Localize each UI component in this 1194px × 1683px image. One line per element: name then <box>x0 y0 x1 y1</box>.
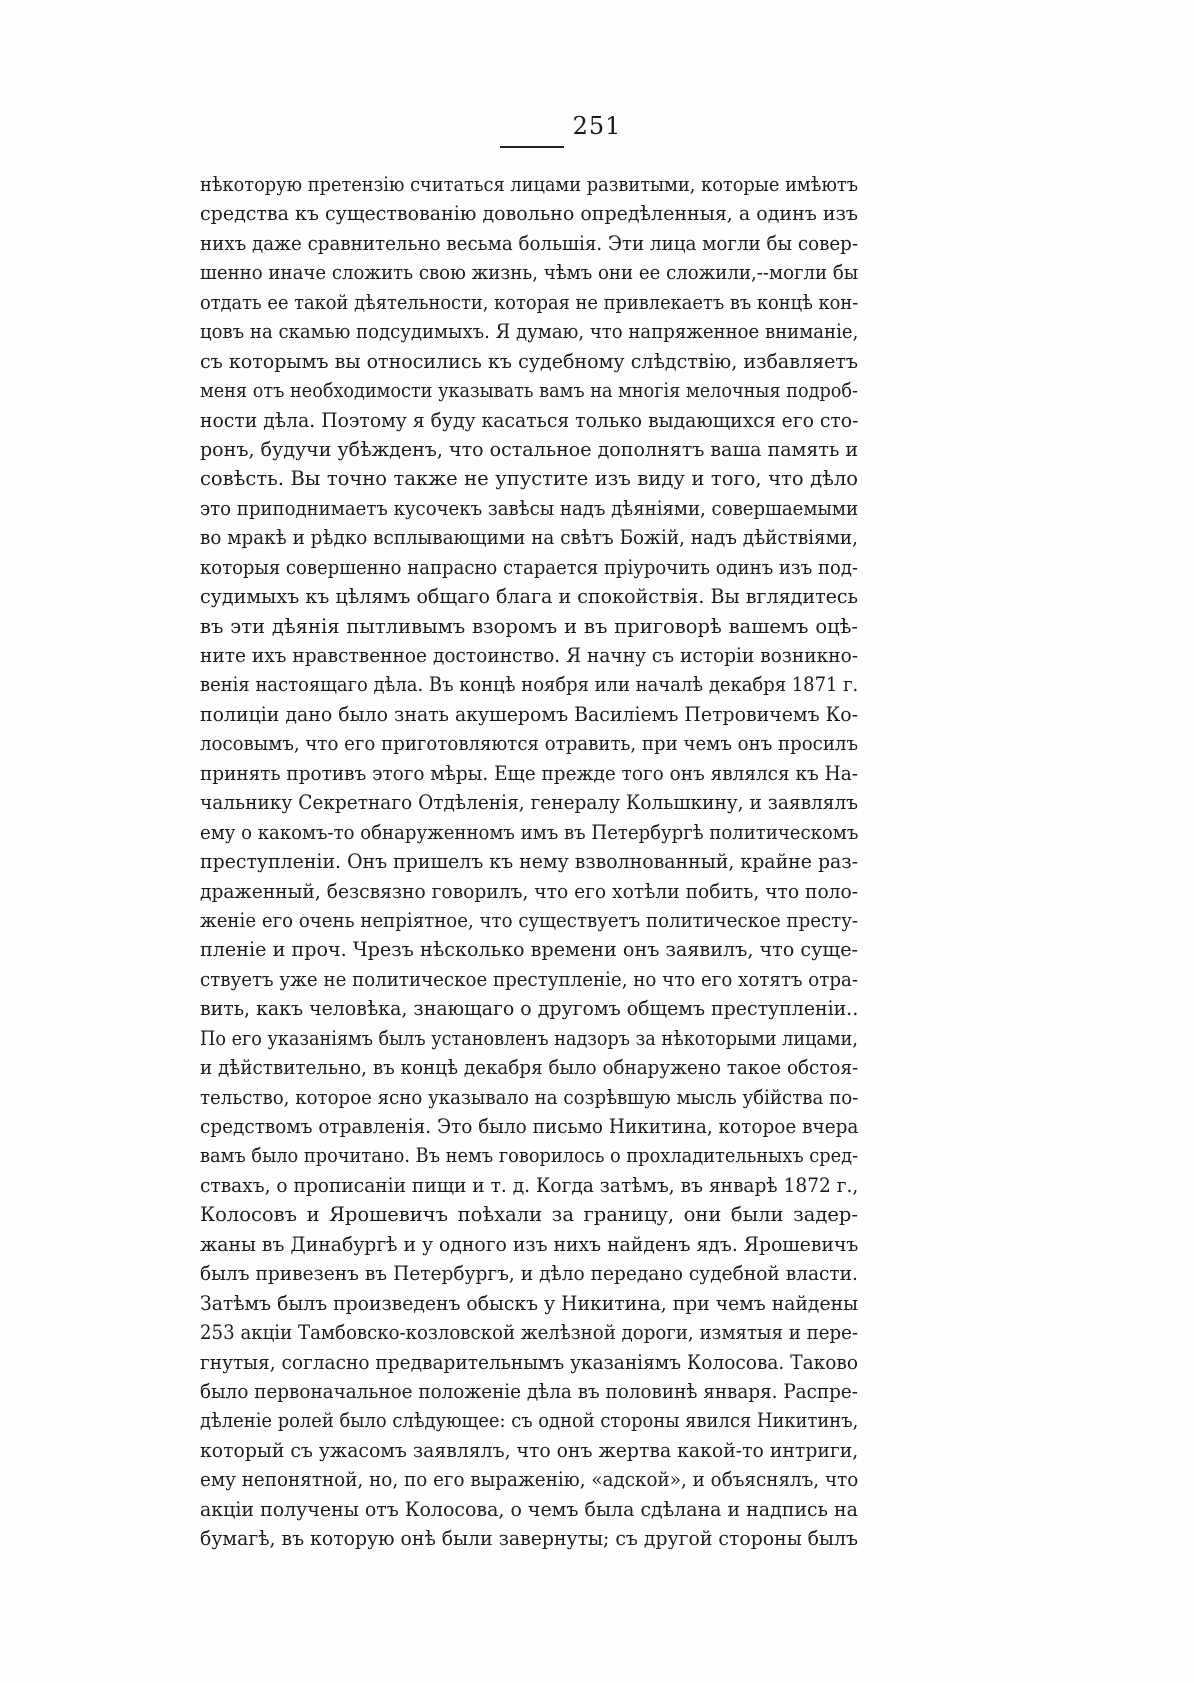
text-line: бумагѣ, въ которую онѣ были завернуты; съ другой стороны былъ <box>200 1527 858 1551</box>
page-number: 251 <box>572 112 622 140</box>
text-line: это приподнимаетъ кусочекъ завѣсы надъ дѣяніями, совершаемыми <box>200 496 859 520</box>
text-line: жаны въ Динабургѣ и у одного изъ нихъ найденъ ядъ. Ярошевичъ <box>200 1232 859 1256</box>
text-line: которыя совершенно напрасно старается пріурочить одинъ изъ под- <box>200 555 859 579</box>
body-text <box>200 170 858 1554</box>
text-line: полиціи дано было знать акушеромъ Василіемъ Петровичемъ Ко- <box>200 702 859 726</box>
text-line: принять противъ этого мѣры. Еще прежде того онъ являлся къ На- <box>200 761 858 785</box>
text-line: нихъ даже сравнительно весьма большія. Эти лица могли бы совер- <box>200 231 859 255</box>
text-line: средствомъ отравленія. Это было письмо Никитина, которое вчера <box>200 1115 859 1138</box>
text-line: ему о какомъ-то обнаруженномъ имъ въ Петербургѣ политическомъ <box>200 820 859 844</box>
text-line: ните ихъ нравственное достоинство. Я начну съ исторіи возникно- <box>200 644 859 667</box>
text-line: вамъ было прочитано. Въ немъ говорилось о прохладительныхъ сред- <box>200 1144 859 1168</box>
text-line: который съ ужасомъ заявлялъ, что онъ жертва какой-то интриги, <box>200 1438 859 1462</box>
text-line: былъ привезенъ въ Петербургъ, и дѣло передано судебной власти. <box>200 1262 858 1286</box>
text-line: нѣкоторую претензію считаться лицами развитыми, которые имѣютъ <box>200 173 859 196</box>
text-line: совѣсть. Вы точно также не упустите изъ виду и того, что дѣло <box>200 467 858 491</box>
text-line: средства къ существованію довольно опредѣленныя, а одинъ изъ <box>200 202 859 226</box>
text-line: цовъ на скамью подсудимыхъ. Я думаю, что напряженное вниманіе, <box>200 320 859 344</box>
text-line: въ эти дѣянія пытливымъ взоромъ и въ приговорѣ вашемъ оцѣ- <box>200 614 858 638</box>
text-line: ему непонятной, но, по его выраженію, «адской», и объяснялъ, что <box>200 1468 859 1492</box>
text-line: шенно иначе сложить свою жизнь, чѣмъ они ее сложили,--могли бы <box>200 261 859 285</box>
text-line: ствахъ, о прописаніи пищи и т. д. Когда затѣмъ, въ январѣ 1872 г., <box>200 1173 859 1197</box>
text-line: Затѣмъ былъ произведенъ обыскъ у Никитина, при чемъ найдены <box>200 1291 859 1315</box>
text-line: лосовымъ, что его приготовляются отравить, при чемъ онъ просилъ <box>200 732 859 756</box>
text-line: отдать ее такой дѣятельности, которая не привлекаетъ въ концѣ кон- <box>200 290 859 314</box>
text-line: ствуетъ уже не политическое преступленіе, но что его хотятъ отра- <box>200 967 858 991</box>
text-line: женіе его очень непріятное, что существуетъ политическое престу- <box>200 908 859 932</box>
text-line: и дѣйствительно, въ концѣ декабря было обнаружено такое обстоя- <box>200 1056 859 1080</box>
text-line: Колосовъ и Ярошевичъ поѣхали за границу, они были задер- <box>200 1203 858 1227</box>
text-line: меня отъ необходимости указывать вамъ на многія мелочныя подроб- <box>200 379 859 403</box>
text-line: вить, какъ человѣка, знающаго о другомъ общемъ преступленіи.. <box>200 997 859 1021</box>
text-line: 253 акціи Тамбовско-козловской желѣзной дороги, измятыя и пере- <box>200 1321 859 1345</box>
text-line: ности дѣла. Поэтому я буду касаться только выдающихся его сто- <box>200 408 859 432</box>
text-line: венія настоящаго дѣла. Въ концѣ ноября или началѣ декабря 1871 г. <box>200 673 859 697</box>
text-line: драженный, безсвязно говорилъ, что его хотѣли побить, что поло- <box>200 879 859 903</box>
text-line: ронъ, будучи убѣжденъ, что остальное дополнятъ ваша память и <box>200 437 859 461</box>
text-line: съ которымъ вы относились къ судебному слѣдствію, избавляетъ <box>200 349 859 373</box>
text-line: чальнику Секретнаго Отдѣленія, генералу Кольшкину, и заявлялъ <box>200 791 859 815</box>
text-line: По его указаніямъ былъ установленъ надзоръ за нѣкоторыми лицами, <box>200 1026 858 1050</box>
text-line: дѣленіе ролей было слѣдующее: съ одной стороны явился Никитинъ, <box>200 1409 859 1433</box>
page-number-underline <box>500 146 564 148</box>
text-line: преступленіи. Онъ пришелъ къ нему взволнованный, крайне раз- <box>200 850 859 874</box>
text-line: гнутыя, согласно предварительнымъ указаніямъ Колосова. Таково <box>200 1350 859 1374</box>
text-line: было первоначальное положеніе дѣла въ половинѣ января. Распре- <box>200 1379 858 1403</box>
text-line: судимыхъ къ цѣлямъ общаго блага и спокойствія. Вы вглядитесь <box>200 585 858 609</box>
text-line: пленіе и проч. Чрезъ нѣсколько времени онъ заявилъ, что суще- <box>200 938 859 962</box>
text-line: акціи получены отъ Колосова, о чемъ была сдѣлана и надпись на <box>200 1497 858 1521</box>
text-line: во мракѣ и рѣдко всплывающими на свѣтъ Божій, надъ дѣйствіями, <box>200 526 858 550</box>
text-line: тельство, которое ясно указывало на созрѣвшую мысль убійства по- <box>200 1085 859 1109</box>
